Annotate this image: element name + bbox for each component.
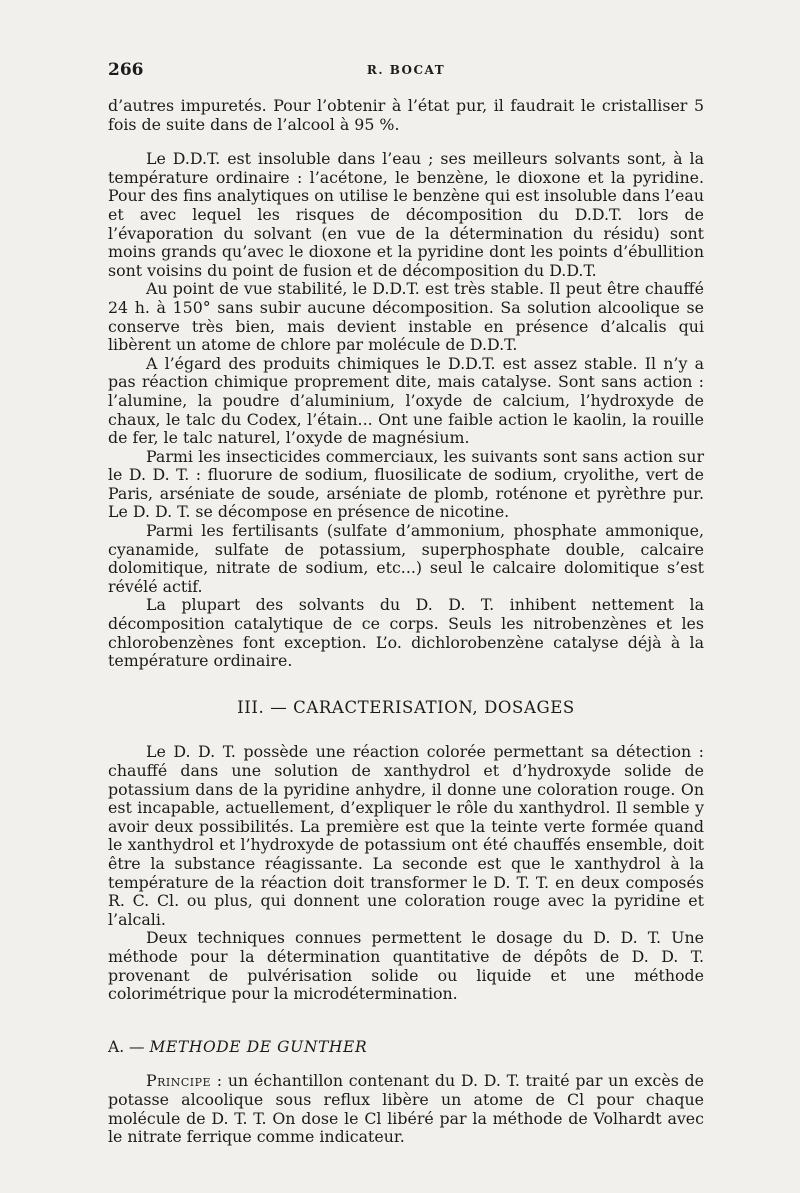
paragraph-principle [108, 1072, 704, 1146]
principle-label: Principe [146, 1071, 212, 1091]
section-title: III. — CARACTERISATION, DOSAGES [237, 697, 575, 717]
principle-text: : un échantillon contenant du D. D. T. traité par un excès de potasse alcoolique sous reflux libère un atome de Cl pour chaque molécule de D. T. T. On dose le Cl libéré par la méthode de Volhardt avec le nitrate ferrique comme indicateur. [108, 1071, 704, 1147]
paragraph-techniques: Deux techniques connues permettent le dosage du D. D. T. Une méthode pour la détermination quantitative de dépôts de D. D. T. provenant de pulvérisation solide ou liquide et une méthode colorimétrique pour la microdétermination. [108, 928, 704, 1004]
paragraph-stability: Au point de vue stabilité, le D.D.T. est très stable. Il peut être chauffé 24 h. à 150° sans subir aucune décomposition. Sa solution alcoolique se conserve très bien, mais devient instable en présence d’alcalis qui libèrent un atome de chlore par molécule de D.D.T. [108, 279, 704, 355]
body-text [108, 97, 704, 1147]
paragraph-continuation: d’autres impuretés. Pour l’obtenir à l’état pur, il faudrait le cristalliser 5 fois de suite dans de l’alcool à 95 %. [108, 96, 704, 134]
paragraph-chemical-products: A l’égard des produits chimiques le D.D.T. est assez stable. Il n’y a pas réaction chimique proprement dite, mais catalyse. Sont sans action : l’alumine, la poudre d’aluminium, l’oxyde de calcium, l’hydroxyde de chaux, le talc du Codex, l’étain... Ont une faible action le kaolin, la rouille de fer, le talc naturel, l’oxyde de magnésium. [108, 353, 704, 448]
paragraph-fertilisers: Parmi les fertilisants (sulfate d’ammonium, phosphate ammonique, cyanamide, sulfate de potassium, superphosphate double, calcaire dolomitique, nitrate de sodium, etc...) seul le calcaire dolomitique s’est révélé actif. [108, 521, 704, 596]
paragraph-solvents: La plupart des solvants du D. D. T. inhibent nettement la décomposition catalytique de ce corps. Seuls les nitrobenzènes et les chlorobenzènes font exception. L’o. dichlorobenzène catalyse déjà à la température ordinaire. [108, 595, 704, 671]
paragraph-solubility: Le D.D.T. est insoluble dans l’eau ; ses meilleurs solvants sont, à la température ordinaire : l’acétone, le benzène, le dioxone et la pyridine. Pour des fins analytiques on utilise le benzène qui est insoluble dans l’eau et avec lequel les risques de décomposition du D.D.T. lors de l’évaporation du solvant (en vue de la détermination du résidu) sont moins grands qu’avec le dioxone et la pyridine dont les points d’ébullition sont voisins du point de fusion et de décomposition du D.D.T. [108, 149, 704, 280]
subsection-title [108, 1038, 704, 1057]
paragraph-colour-reaction: Le D. D. T. possède une réaction colorée permettant sa détection : chauffé dans une solution de xanthydrol et d’hydroxyde solide de potassium dans de la pyridine anhydre, il donne une coloration rouge. On est incapable, actuellement, d’expliquer le rôle du xanthydrol. Il semble y avoir deux possibilités. La première est que la teinte verte formée quand le xanthydrol et l’hydroxyde de potassium ont été chauffés ensemble, doit être la substance réagissante. La seconde est que le xanthydrol à la température de la réaction doit transformer le D. T. T. en deux composés R. C. Cl. ou plus, qui donnent une coloration rouge avec la pyridine et l’alcali. [108, 742, 704, 929]
page-number: 266 [108, 60, 144, 80]
subsection-name: METHODE DE GUNTHER [149, 1037, 368, 1056]
running-head [108, 60, 704, 84]
subsection-label: A. — [108, 1037, 145, 1056]
paragraph-insecticides: Parmi les insecticides commerciaux, les suivants sont sans action sur le D. D. T. : fluorure de sodium, fluosilicate de sodium, cryolithe, vert de Paris, arséniate de soude, arséniate de plomb, roténone et pyrèthre pur. Le D. D. T. se décompose en présence de nicotine. [108, 446, 704, 522]
running-head-author: R. BOCAT [366, 63, 446, 77]
